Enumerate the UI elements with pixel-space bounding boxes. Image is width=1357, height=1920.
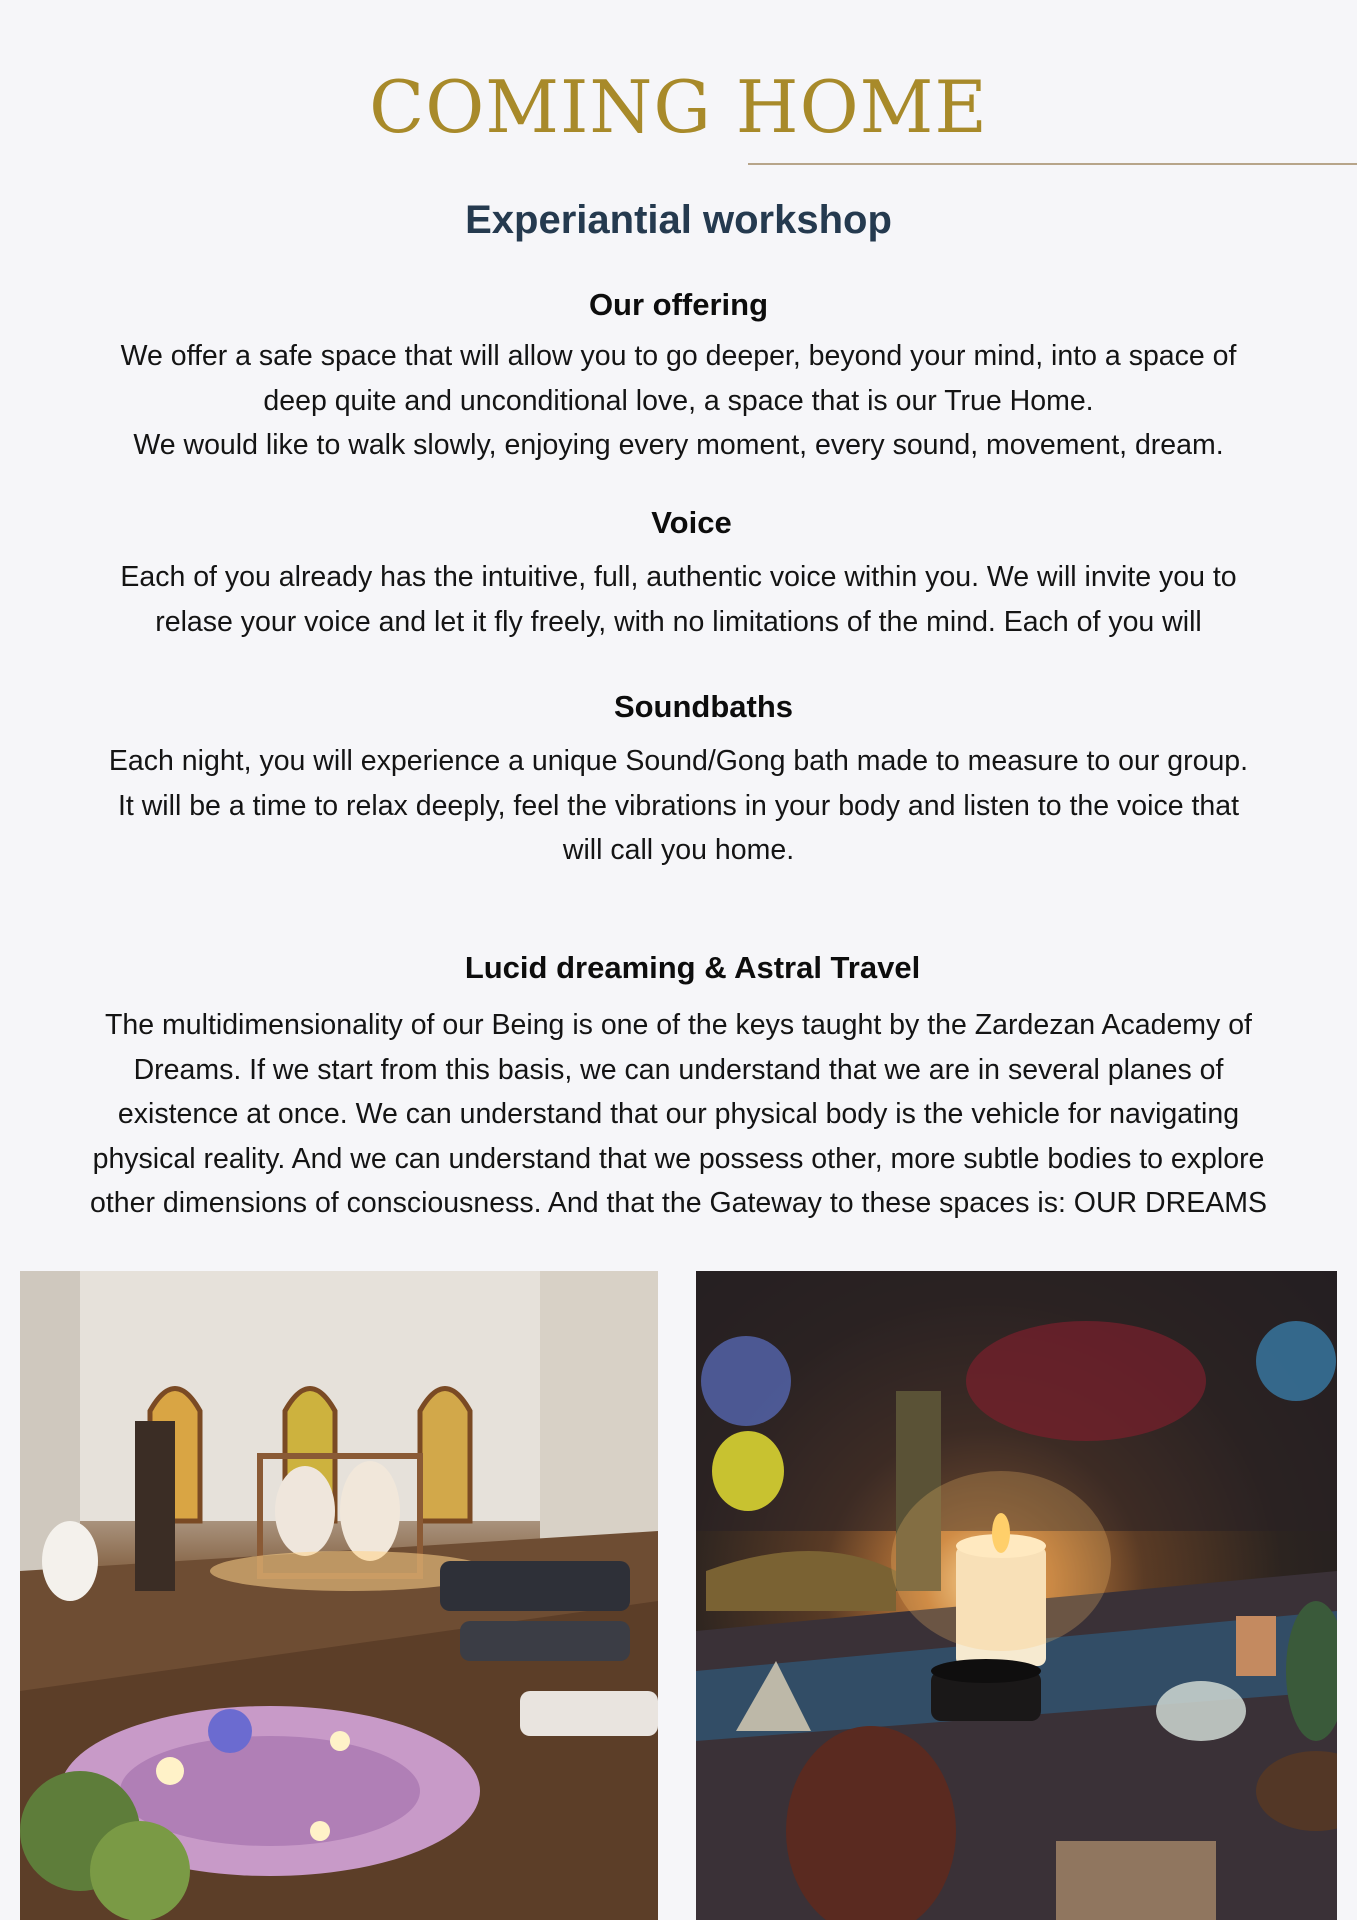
- title-divider: [748, 163, 1357, 165]
- altar-candle-illustration: [696, 1271, 1337, 1920]
- workshop-hall-photo: [20, 1271, 658, 1920]
- altar-candle-photo: [696, 1271, 1337, 1920]
- section-heading-lucid-dreaming: Lucid dreaming & Astral Travel: [464, 950, 921, 985]
- page-subtitle: Experiantial workshop: [465, 198, 892, 242]
- workshop-hall-illustration: [20, 1271, 658, 1920]
- section-body-voice: Each of you already has the intuitive, full, authentic voice within you. We will invite you to relase your voice and let it fly freely, with no limitations of the mind. Each of you will: [120, 561, 1237, 638]
- section-heading-offering: Our offering: [588, 287, 769, 322]
- section-heading-soundbaths: Soundbaths: [613, 689, 794, 724]
- section-body-offering: We offer a safe space that will allow you to go deeper, beyond your mind, into a space of deep quite and unconditional love, a space that is our True Home. We would like to walk slowly, enjoying every moment, every sound, movement, dream.: [120, 340, 1237, 461]
- section-body-lucid-dreaming: The multidimensionality of our Being is one of the keys taught by the Zardezan Academy of Dreams. If we start from this basis, we can understand that we are in several planes of existence at once. We can understand that our physical body is the vehicle for navigating physical reality. And we can understand that we possess other, more subtle bodies to explore other dimensions of consciousness. And that the Gateway to these spaces is: OUR DREAMS: [90, 1009, 1267, 1219]
- section-body-soundbaths: Each night, you will experience a unique Sound/Gong bath made to measure to our group. It will be a time to relax deeply, feel the vibrations in your body and listen to the voice that will call you home.: [108, 745, 1249, 866]
- page-title: COMING HOME: [369, 65, 988, 149]
- section-heading-voice: Voice: [651, 505, 732, 540]
